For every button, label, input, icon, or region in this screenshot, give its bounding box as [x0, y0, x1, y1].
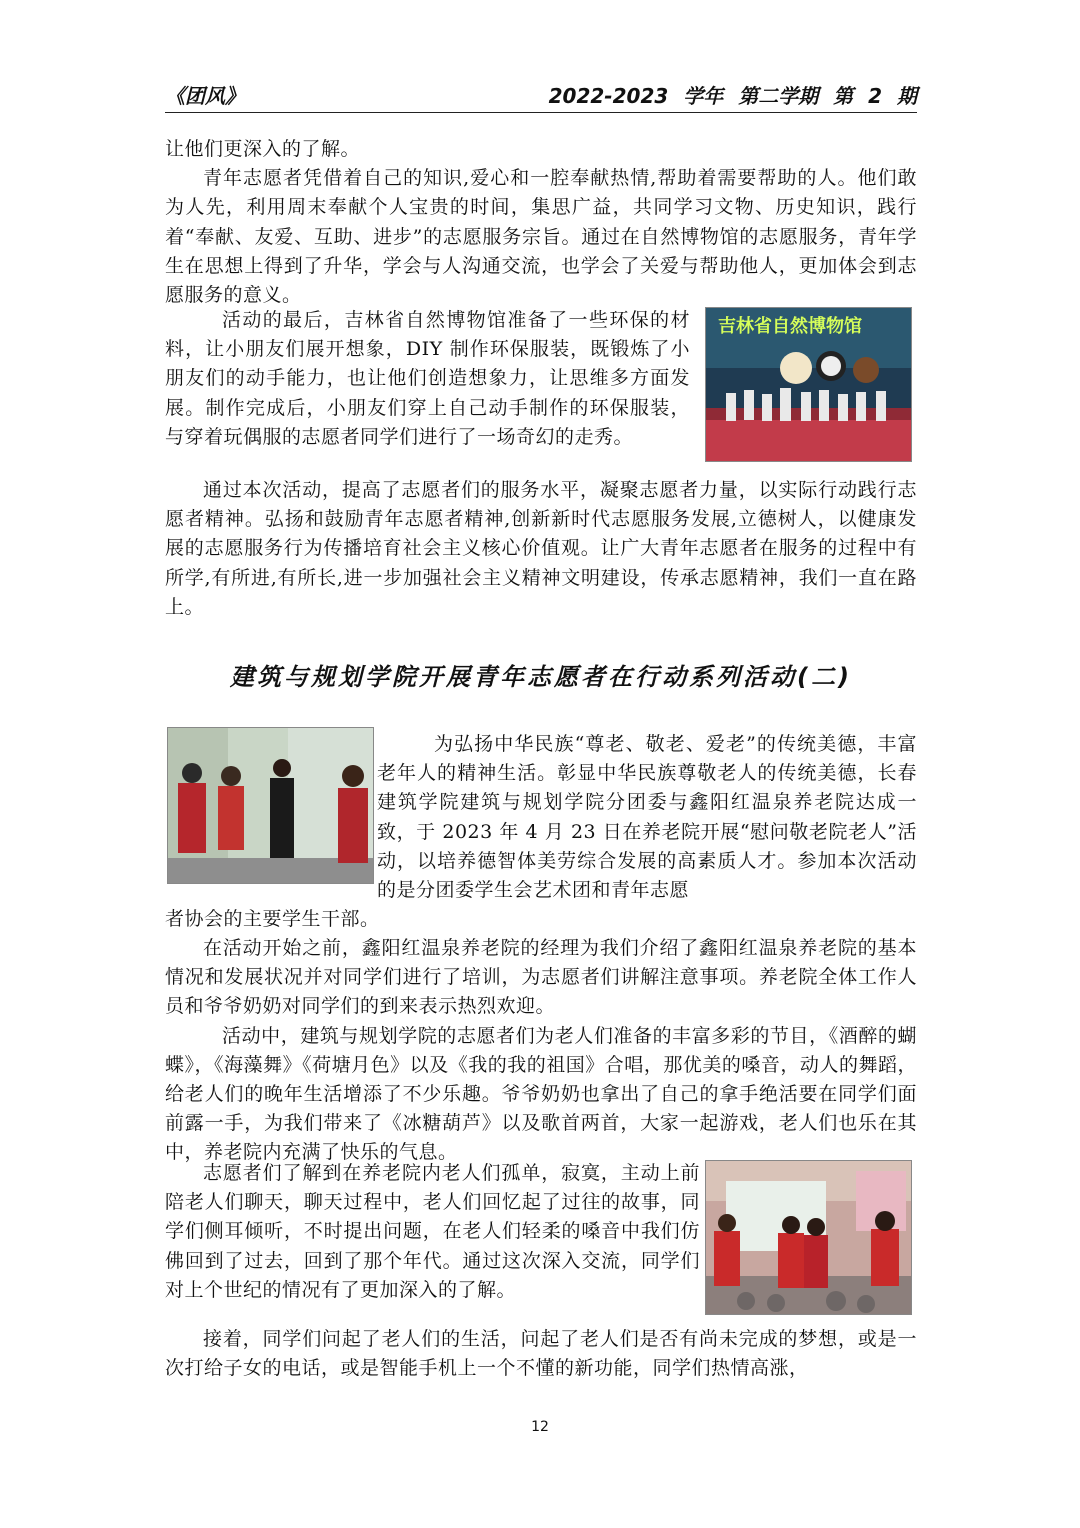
section-title: 建筑与规划学院开展青年志愿者在行动系列活动(二) [230, 663, 852, 691]
volunteers-hallway-photo [167, 727, 374, 884]
paragraph-intro-part: 为弘扬中华民族“尊老、敬老、爱老”的传统美德，丰富老年人的精神生活。彰显中华民族尊敬老人的传统美德，长春建筑学院建筑与规划学院分团委与鑫阳红温泉养老院达成一致，于 2023 年 4 月 23 日在养老院开展“慰问敬老院老人”活动，以培养德智体美劳综合发展的高素质人才。参加本次活动的是分团委学生会艺术团和青年志愿 [377, 733, 917, 902]
svg-text:吉林省自然博物馆: 吉林省自然博物馆 [718, 316, 862, 337]
page-number: 12 [531, 1419, 549, 1435]
paragraph: 通过本次活动，提高了志愿者们的服务水平，凝聚志愿者力量，以实际行动践行志愿者精神。弘扬和鼓励青年志愿者精神,创新新时代志愿服务发展,立德树人，以健康发展的志愿服务行为传播培育社会主义核心价值观。让广大青年志愿者在服务的过程中有所学,有所进,有所长,进一步加强社会主义精神文明建设，传承志愿精神，我们一直在路上。 [165, 479, 917, 618]
paragraph-intro-tail: 者协会的主要学生干部。 [165, 908, 380, 930]
paragraph: 让他们更深入的了解。 [165, 138, 361, 160]
article-2-bottom [165, 1325, 917, 1383]
paragraph: 活动中，建筑与规划学院的志愿者们为老人们准备的丰富多彩的节目，《酒醉的蝴蝶》，《海藻舞》《荷塘月色》以及《我的我的祖国》合唱，那优美的嗓音，动人的舞蹈，给老人们的晚年生活增添了不少乐趣。爷爷奶奶也拿出了自己的拿手绝活要在同学们面前露一手，为我们带来了《冰糖葫芦》以及歌首两首，大家一起游戏，老人们也乐在其中，养老院内充满了快乐的气息。 [165, 1024, 917, 1164]
article-2-wrap [165, 1159, 700, 1305]
article-2-body [165, 934, 917, 1168]
performance-photo [705, 1160, 912, 1315]
article-2-intro-rest [165, 905, 917, 934]
issue-info: 2022-2023 学年 第二学期 第 2 期 [548, 84, 917, 108]
page-header [165, 78, 917, 113]
paragraph: 接着，同学们问起了老人们的生活，问起了老人们是否有尚未完成的梦想，或是一次打给子女的电话，或是智能手机上一个不懂的新功能，同学们热情高涨， [165, 1328, 917, 1380]
museum-stage-photo-icon [706, 308, 911, 461]
hallway-photo-icon [168, 728, 373, 883]
paragraph: 志愿者们了解到在养老院内老人们孤单，寂寞，主动上前陪老人们聊天，聊天过程中，老人们回忆起了过往的故事，同学们侧耳倾听，不时提出问题，在老人们轻柔的嗓音中我们仿佛回到了过去，回到了那个年代。通过这次深入交流，同学们对上个世纪的情况有了更加深入的了解。 [165, 1162, 700, 1301]
performance-photo-icon [706, 1161, 911, 1314]
paragraph: 青年志愿者凭借着自己的知识,爱心和一腔奉献热情,帮助着需要帮助的人。他们敢为人先，利用周末奉献个人宝贵的时间，集思广益，共同学习文物、历史知识，践行着“奉献、友爱、互助、进步”的志愿服务宗旨。通过在自然博物馆的志愿服务，青年学生在思想上得到了升华，学会与人沟通交流，也学会了关爱与帮助他人，更加体会到志愿服务的意义。 [165, 167, 917, 307]
article-1-top [165, 135, 917, 310]
museum-photo [705, 307, 912, 462]
paragraph: 活动的最后，吉林省自然博物馆准备了一些环保的材料，让小朋友们展开想象，DIY 制作环保服装，既锻炼了小朋友们的动手能力，也让他们创造想象力，让思维多方面发展。制作完成后，小朋友们穿上自己动手制作的环保服装，与穿着玩偶服的志愿者同学们进行了一场奇幻的走秀。 [165, 309, 690, 448]
article-1-wrap [165, 306, 690, 452]
article-1-bottom [165, 476, 917, 622]
paragraph: 在活动开始之前，鑫阳红温泉养老院的经理为我们介绍了鑫阳红温泉养老院的基本情况和发展状况并对同学们进行了培训，为志愿者们讲解注意事项。养老院全体工作人员和爷爷奶奶对同学们的到来表示热烈欢迎。 [165, 937, 917, 1018]
article-2-intro-wrap [377, 730, 917, 905]
journal-name: 《团风》 [165, 84, 245, 108]
